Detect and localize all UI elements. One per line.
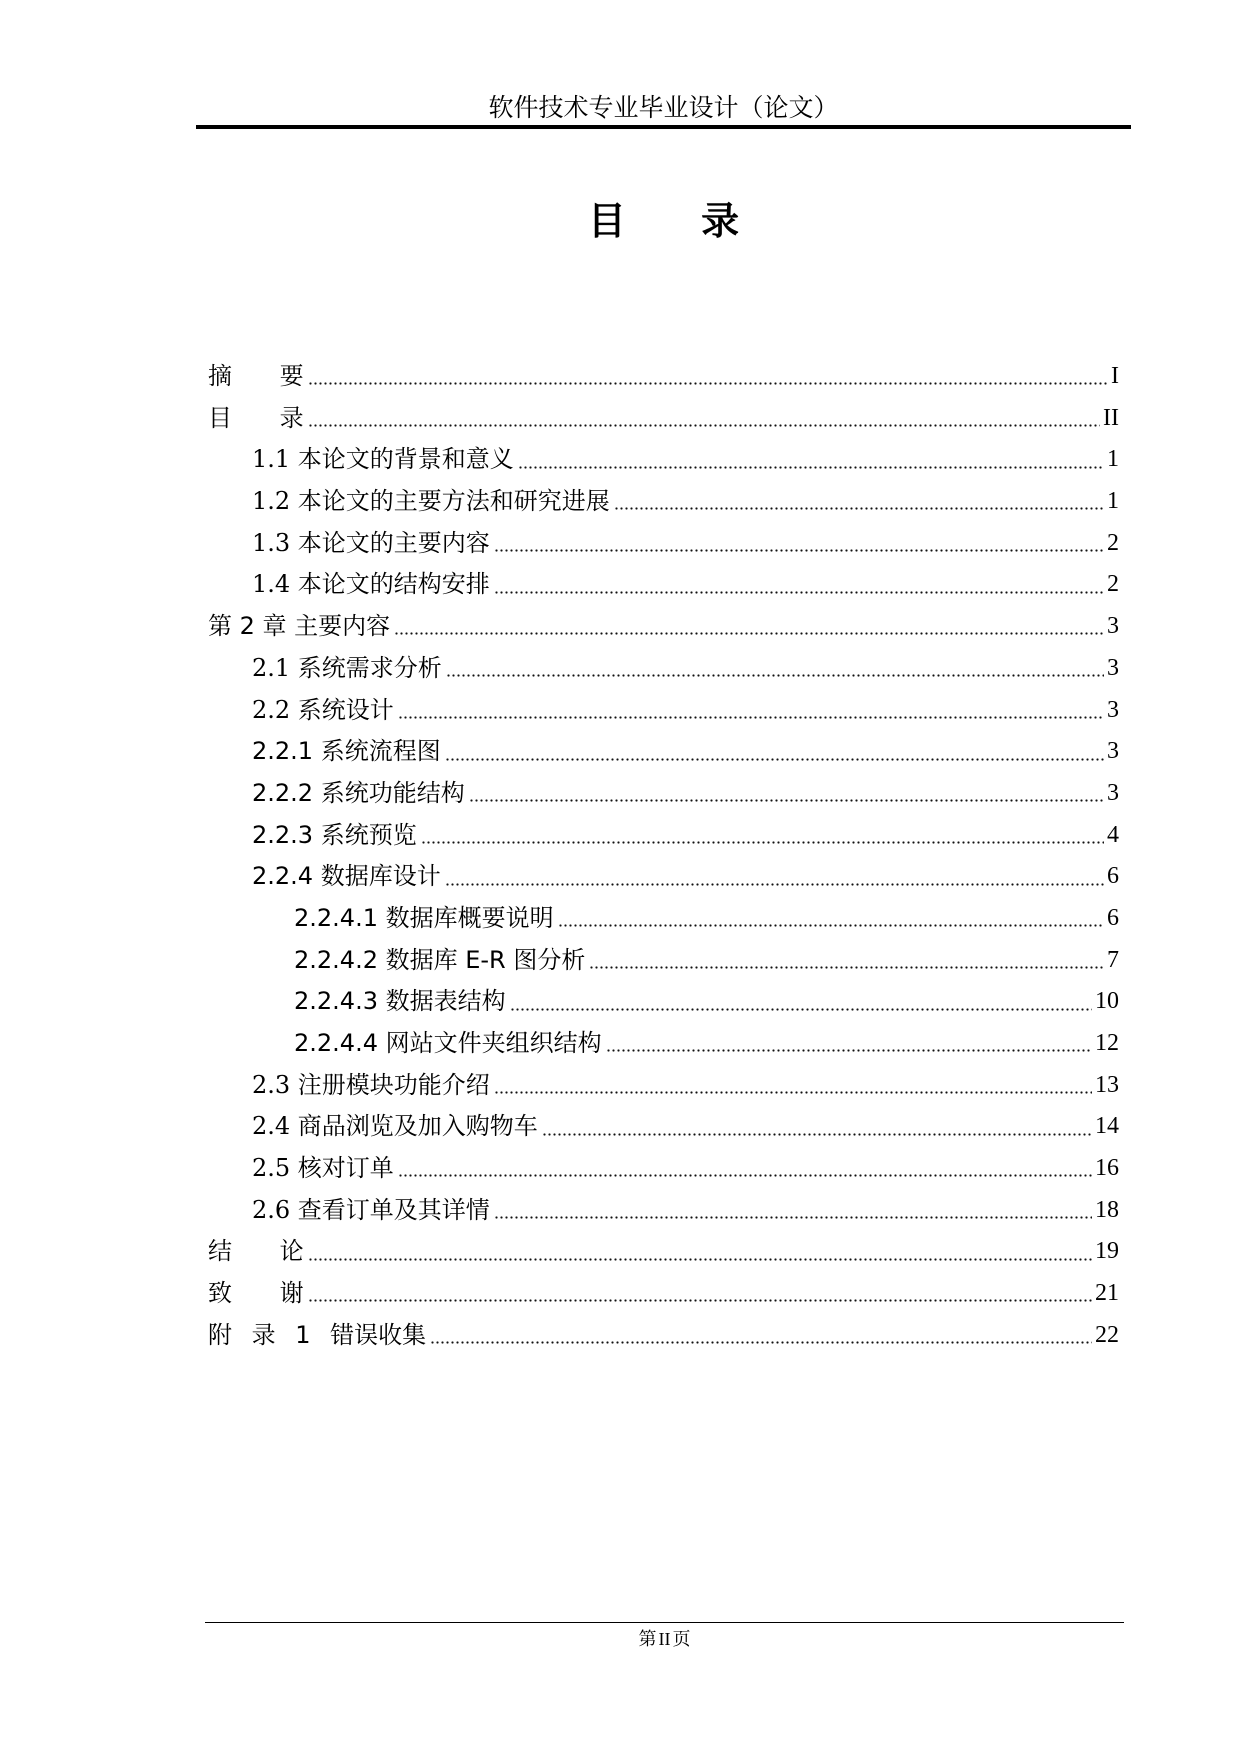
dot-leader xyxy=(606,1023,1092,1065)
toc-entry-title: 附 录 1 错误收集 xyxy=(208,1320,427,1349)
toc-entry-title: 2.2.4.2 数据库 E-R 图分析 xyxy=(294,945,586,974)
toc-entry-title: 2.2.3 系统预览 xyxy=(252,820,417,849)
toc-entry-title: 2.2.2 系统功能结构 xyxy=(252,778,465,807)
toc-entry-page-number: 16 xyxy=(1095,1155,1119,1182)
toc-entry-page-number: 13 xyxy=(1095,1071,1119,1098)
toc-entry-title: 目 录 xyxy=(208,403,304,432)
dot-leader xyxy=(398,1148,1092,1190)
toc-entry[interactable] xyxy=(208,439,1119,481)
toc-entry[interactable] xyxy=(208,1106,1119,1148)
dot-leader xyxy=(494,523,1104,565)
dot-leader xyxy=(589,940,1104,982)
toc-entry-title: 2.5 核对订单 xyxy=(252,1154,394,1183)
dot-leader xyxy=(469,773,1104,815)
toc-entry-page-number: 3 xyxy=(1107,613,1119,640)
dot-leader xyxy=(430,1315,1092,1357)
toc-entry-title: 2.2.4.1 数据库概要说明 xyxy=(294,903,554,932)
toc-entry-title: 2.1 系统需求分析 xyxy=(252,653,442,682)
toc-entry[interactable] xyxy=(208,940,1119,982)
footer-suffix: 页 xyxy=(672,1629,691,1649)
toc-entry-page-number: 3 xyxy=(1107,779,1119,806)
toc-entry[interactable] xyxy=(208,1023,1119,1065)
toc-entry[interactable] xyxy=(208,856,1119,898)
toc-entry-title: 摘 要 xyxy=(208,362,304,390)
toc-entry-title: 2.2.4 数据库设计 xyxy=(252,862,441,891)
dot-leader xyxy=(542,1106,1092,1148)
dot-leader xyxy=(398,690,1104,732)
dot-leader xyxy=(308,356,1108,398)
toc-entry[interactable] xyxy=(208,815,1119,857)
toc-entry-title: 2.3 注册模块功能介绍 xyxy=(252,1070,490,1099)
toc-entry-title: 2.2.1 系统流程图 xyxy=(252,737,441,766)
footer-page-number: II xyxy=(658,1629,671,1649)
toc-entry-page-number: 3 xyxy=(1107,738,1119,765)
toc-entry[interactable] xyxy=(208,606,1119,648)
dot-leader xyxy=(558,898,1104,940)
toc-entry[interactable] xyxy=(208,1273,1119,1315)
dot-leader xyxy=(494,1065,1092,1107)
dot-leader xyxy=(614,481,1104,523)
toc-entry-page-number: 2 xyxy=(1107,571,1119,598)
dot-leader xyxy=(446,648,1104,690)
toc-entry[interactable] xyxy=(208,1065,1119,1107)
header-title: 软件技术专业毕业设计（论文） xyxy=(488,93,839,122)
toc-entry-page-number: 14 xyxy=(1095,1113,1119,1140)
toc-entry-page-number: 2 xyxy=(1107,529,1119,556)
page-title: 目 录 xyxy=(587,199,740,243)
toc-entry-title: 1.1 本论文的背景和意义 xyxy=(252,445,514,474)
page-footer xyxy=(205,1628,1124,1650)
dot-leader xyxy=(510,981,1092,1023)
table-of-contents xyxy=(208,356,1119,1357)
toc-entry-title: 1.4 本论文的结构安排 xyxy=(252,570,490,599)
toc-entry-page-number: 10 xyxy=(1095,988,1119,1015)
dot-leader xyxy=(308,398,1100,440)
toc-entry-title: 致 谢 xyxy=(208,1279,304,1308)
toc-entry-title: 2.2.4.3 数据表结构 xyxy=(294,987,506,1016)
header-rule xyxy=(196,125,1131,129)
dot-leader xyxy=(494,564,1104,606)
toc-entry[interactable] xyxy=(208,1190,1119,1232)
toc-entry-title: 2.6 查看订单及其详情 xyxy=(252,1195,490,1224)
toc-entry-page-number: 4 xyxy=(1107,821,1119,848)
dot-leader xyxy=(394,606,1104,648)
toc-entry-page-number: 18 xyxy=(1095,1196,1119,1223)
toc-entry[interactable] xyxy=(208,356,1119,398)
toc-entry-title: 1.3 本论文的主要内容 xyxy=(252,528,490,557)
toc-entry[interactable] xyxy=(208,481,1119,523)
toc-entry[interactable] xyxy=(208,564,1119,606)
toc-entry-title: 2.2.4.4 网站文件夹组织结构 xyxy=(294,1029,602,1057)
toc-entry[interactable] xyxy=(208,731,1119,773)
footer-rule xyxy=(205,1622,1124,1623)
toc-entry-title: 1.2 本论文的主要方法和研究进展 xyxy=(252,487,610,516)
dot-leader xyxy=(445,731,1104,773)
toc-entry-page-number: 1 xyxy=(1107,446,1119,473)
toc-entry-page-number: 22 xyxy=(1095,1321,1119,1348)
toc-entry[interactable] xyxy=(208,1231,1119,1273)
toc-entry-title: 2.2 系统设计 xyxy=(252,695,394,724)
running-header xyxy=(196,92,1131,129)
toc-entry-page-number: I xyxy=(1111,363,1119,389)
toc-entry[interactable] xyxy=(208,1148,1119,1190)
dot-leader xyxy=(308,1231,1092,1273)
toc-entry-page-number: 3 xyxy=(1107,654,1119,681)
dot-leader xyxy=(421,815,1104,857)
toc-entry-title: 2.4 商品浏览及加入购物车 xyxy=(252,1112,538,1141)
toc-entry-page-number: 21 xyxy=(1095,1280,1119,1307)
toc-entry[interactable] xyxy=(208,1315,1119,1357)
dot-leader xyxy=(445,856,1104,898)
footer-prefix: 第 xyxy=(638,1629,657,1649)
toc-entry[interactable] xyxy=(208,398,1119,440)
toc-entry-page-number: 12 xyxy=(1095,1030,1119,1056)
toc-entry[interactable] xyxy=(208,981,1119,1023)
dot-leader xyxy=(308,1273,1092,1315)
toc-entry-page-number: 3 xyxy=(1107,696,1119,723)
toc-entry-title: 结 论 xyxy=(208,1237,304,1266)
toc-entry-page-number: 6 xyxy=(1107,863,1119,890)
toc-entry-page-number: 1 xyxy=(1107,488,1119,515)
toc-entry-title: 第 2 章 主要内容 xyxy=(208,612,391,641)
toc-entry[interactable] xyxy=(208,898,1119,940)
toc-entry[interactable] xyxy=(208,523,1119,565)
toc-entry[interactable] xyxy=(208,648,1119,690)
toc-entry-page-number: 19 xyxy=(1095,1238,1119,1265)
toc-entry-page-number: 7 xyxy=(1107,946,1119,973)
dot-leader xyxy=(518,439,1104,481)
toc-entry[interactable] xyxy=(208,773,1119,815)
toc-entry-page-number: II xyxy=(1103,404,1119,431)
toc-entry[interactable] xyxy=(208,690,1119,732)
toc-entry-page-number: 6 xyxy=(1107,904,1119,931)
dot-leader xyxy=(494,1190,1092,1232)
